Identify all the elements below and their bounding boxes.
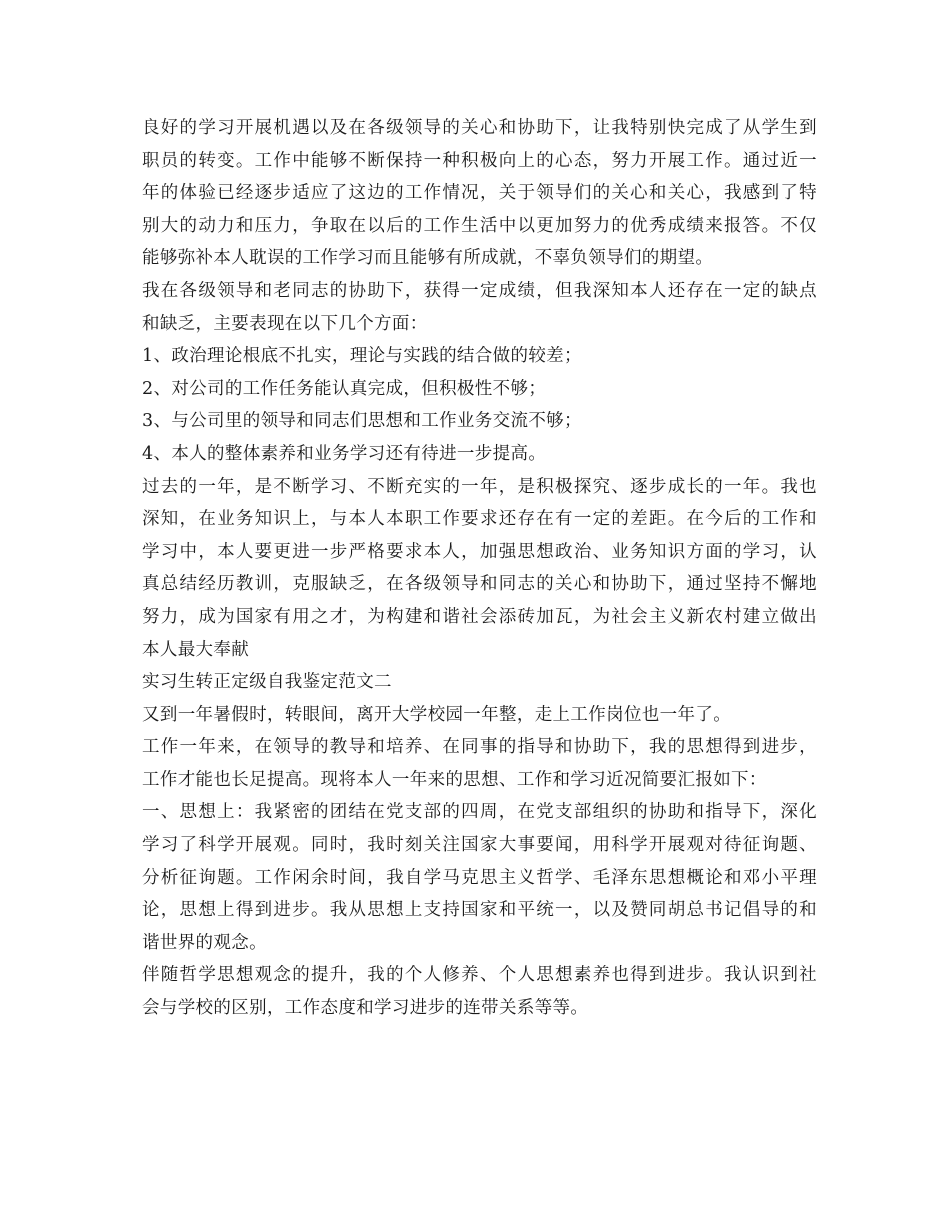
paragraph-4 (142, 699, 817, 732)
paragraph-2 (142, 275, 817, 340)
text-line: 过去的一年，是不断学习、不断充实的一年，是积极探究、逐步成长的一年。我也 (142, 476, 817, 497)
text-line: 努力，成为国家有用之才，为构建和谐社会添砖加瓦，为社会主义新农村建立做出 (142, 606, 817, 627)
list-item-3 (142, 405, 817, 438)
text-line: 工作才能也长足提高。现将本人一年来的思想、工作和学习近况简要汇报如下： (142, 769, 767, 790)
text-line: 能够弥补本人耽误的工作学习而且能够有所成就，不辜负领导们的期望。 (142, 248, 714, 269)
text-line: 4、本人的整体素养和业务学习还有待进一步提高。 (142, 443, 547, 464)
text-line: 和缺乏，主要表现在以下几个方面： (142, 313, 428, 334)
text-line: 深知，在业务知识上，与本人本职工作要求还存在有一定的差距。在今后的工作和 (142, 509, 817, 530)
text-line: 1、政治理论根底不扎实，理论与实践的结合做的较差； (142, 346, 582, 367)
text-line: 职员的转变。工作中能够不断保持一种积极向上的心态，努力开展工作。通过近一 (142, 150, 817, 171)
list-item-4 (142, 438, 817, 471)
text-line: 别大的动力和压力，争取在以后的工作生活中以更加努力的优秀成绩来报答。不仅 (142, 215, 817, 236)
paragraph-7 (142, 959, 817, 1024)
text-line: 学习了科学开展观。同时，我时刻关注国家大事要闻，用科学开展观对待征询题、 (142, 835, 817, 856)
text-line: 会与学校的区别，工作态度和学习进步的连带关系等等。 (142, 998, 589, 1019)
paragraph-6 (142, 796, 817, 959)
text-line: 年的体验已经逐步适应了这边的工作情况，关于领导们的关心和关心，我感到了特 (142, 183, 817, 204)
text-line: 又到一年暑假时，转眼间，离开大学校园一年整，走上工作岗位也一年了。 (142, 704, 732, 725)
text-line: 谐世界的观念。 (142, 932, 267, 953)
list-item-1 (142, 340, 817, 373)
paragraph-5 (142, 731, 817, 796)
text-line: 伴随哲学思想观念的提升，我的个人修养、个人思想素养也得到进步。我认识到社 (142, 965, 817, 986)
heading-text: 实习生转正定级自我鉴定范文二 (142, 672, 392, 693)
section-heading (142, 666, 817, 699)
text-line: 本人最大奉献 (142, 639, 250, 660)
text-line: 良好的学习开展机遇以及在各级领导的关心和协助下，让我特别快完成了从学生到 (142, 118, 817, 138)
text-line: 学习中，本人要更进一步严格要求本人，加强思想政治、业务知识方面的学习，认 (142, 541, 817, 562)
text-line: 论，思想上得到进步。我从思想上支持国家和平统一，以及赞同胡总书记倡导的和 (142, 900, 817, 921)
paragraph-3 (142, 471, 817, 667)
text-line: 2、对公司的工作任务能认真完成，但积极性不够； (142, 378, 547, 399)
list-item-2 (142, 373, 817, 406)
paragraph-1 (142, 112, 817, 275)
text-line: 工作一年来，在领导的教导和培养、在同事的指导和协助下，我的思想得到进步， (142, 737, 817, 758)
document-page (142, 112, 817, 1025)
text-line: 真总结经历教训，克服缺乏，在各级领导和同志的关心和协助下，通过坚持不懈地 (142, 574, 817, 595)
text-line: 一、思想上：我紧密的团结在党支部的四周，在党支部组织的协助和指导下，深化 (142, 802, 817, 823)
text-line: 分析征询题。工作闲余时间，我自学马克思主义哲学、毛泽东思想概论和邓小平理 (142, 867, 817, 888)
text-line: 3、与公司里的领导和同志们思想和工作业务交流不够； (142, 411, 582, 432)
text-line: 我在各级领导和老同志的协助下，获得一定成绩，但我深知本人还存在一定的缺点 (142, 280, 817, 301)
